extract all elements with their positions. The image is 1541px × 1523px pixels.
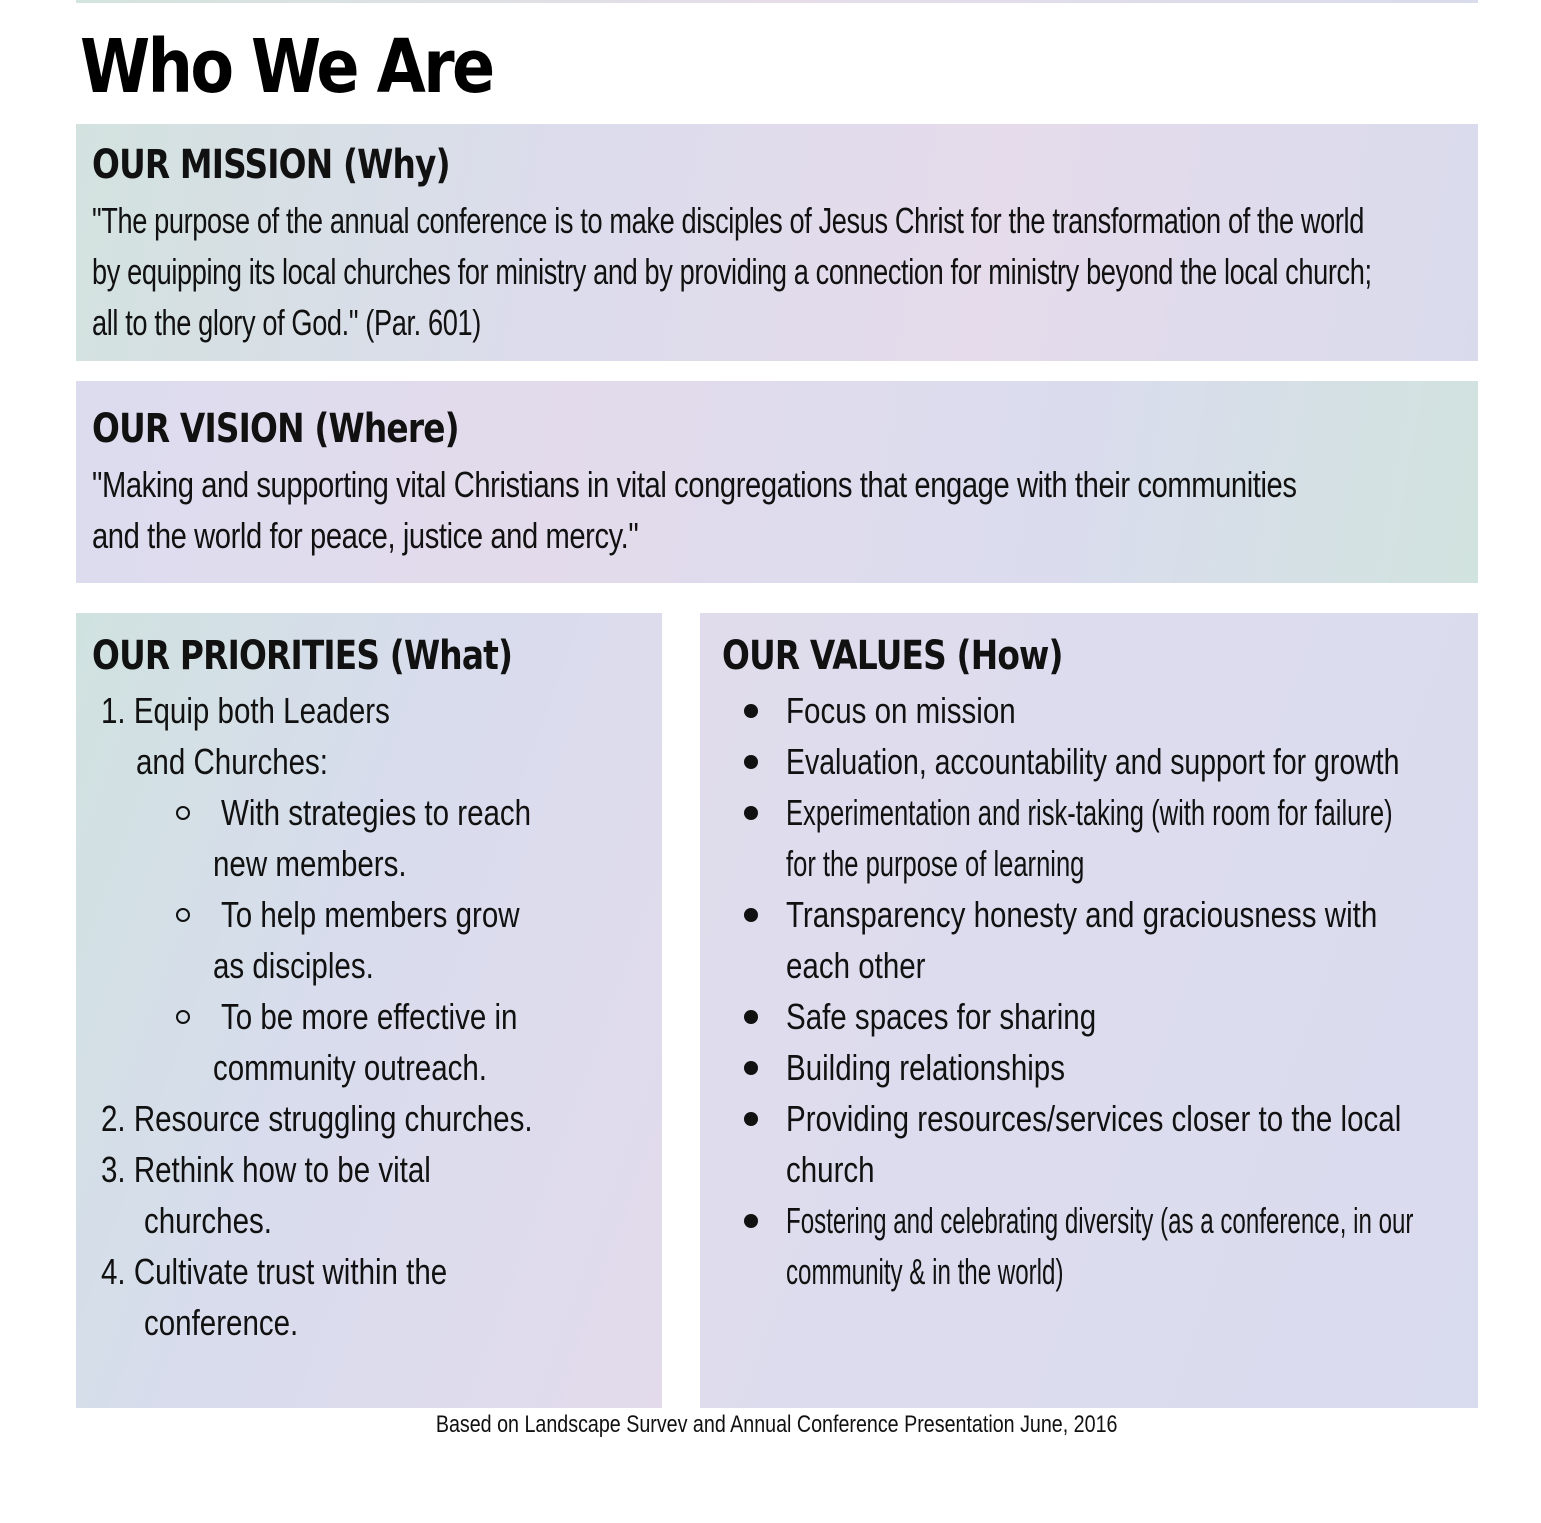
priority-subitem: To help members grow bbox=[221, 894, 520, 935]
mission-line: by equipping its local churches for ministry and by providing a connection for ministry beyond the local church; bbox=[92, 251, 1372, 292]
value-item-continued: community & in the world) bbox=[786, 1251, 1064, 1292]
priorities-heading-label: OUR PRIORITIES bbox=[92, 633, 380, 679]
priorities-heading-qualifier: (What) bbox=[389, 633, 513, 679]
value-item: Focus on mission bbox=[786, 690, 1016, 731]
value-item-continued: for the purpose of learning bbox=[786, 843, 1085, 884]
priorities-panel bbox=[76, 613, 662, 1408]
priority-item-3-continued: churches. bbox=[144, 1200, 272, 1241]
value-item: Experimentation and risk-taking (with room for failure) bbox=[786, 792, 1393, 833]
circle-bullet-icon bbox=[176, 806, 190, 820]
vision-heading-label: OUR VISION bbox=[92, 406, 304, 452]
bullet-dot-icon bbox=[744, 1214, 758, 1228]
value-item-continued: church bbox=[786, 1149, 875, 1190]
mission-panel bbox=[76, 124, 1478, 361]
values-panel bbox=[700, 613, 1478, 1408]
bullet-dot-icon bbox=[744, 806, 758, 820]
top-accent-rule bbox=[76, 0, 1478, 3]
circle-bullet-icon bbox=[176, 1010, 190, 1024]
value-item: Building relationships bbox=[786, 1047, 1065, 1088]
bullet-dot-icon bbox=[744, 704, 758, 718]
mission-line: all to the glory of God." (Par. 601) bbox=[92, 302, 481, 343]
bullet-dot-icon bbox=[744, 755, 758, 769]
priority-item-1: 1. Equip both Leaders bbox=[101, 690, 390, 731]
mission-heading-qualifier: (Why) bbox=[342, 142, 450, 188]
priority-item-2: 2. Resource struggling churches. bbox=[101, 1098, 533, 1139]
value-item: Fostering and celebrating diversity (as a conference, in our bbox=[786, 1200, 1414, 1241]
value-item: Providing resources/services closer to the local bbox=[786, 1098, 1402, 1139]
priority-subitem: To be more effective in bbox=[221, 996, 518, 1037]
priority-item-1-continued: and Churches: bbox=[136, 741, 328, 782]
page-title: Who We Are bbox=[80, 24, 493, 110]
priority-subitem-continued: community outreach. bbox=[213, 1047, 488, 1088]
vision-line: "Making and supporting vital Christians in vital congregations that engage with their communities bbox=[92, 464, 1297, 505]
priorities-heading bbox=[92, 632, 512, 680]
mission-statement bbox=[92, 195, 1372, 348]
vision-statement bbox=[92, 459, 1297, 561]
value-item-continued: each other bbox=[786, 945, 926, 986]
value-item: Safe spaces for sharing bbox=[786, 996, 1097, 1037]
vision-line: and the world for peace, justice and mercy." bbox=[92, 515, 639, 556]
priority-subitem-continued: as disciples. bbox=[213, 945, 374, 986]
mission-heading-label: OUR MISSION bbox=[92, 142, 333, 188]
bullet-dot-icon bbox=[744, 1112, 758, 1126]
priority-item-3: 3. Rethink how to be vital bbox=[101, 1149, 431, 1190]
vision-heading-qualifier: (Where) bbox=[314, 406, 459, 452]
circle-bullet-icon bbox=[176, 908, 190, 922]
bullet-dot-icon bbox=[744, 908, 758, 922]
value-item: Transparency honesty and graciousness with bbox=[786, 894, 1378, 935]
values-heading-label: OUR VALUES bbox=[722, 633, 946, 679]
vision-panel bbox=[76, 381, 1478, 583]
bullet-dot-icon bbox=[744, 1061, 758, 1075]
source-footnote-text: Based on Landscape Survev and Annual Conference Presentation June, 2016 bbox=[435, 1411, 1118, 1438]
priority-item-4: 4. Cultivate trust within the bbox=[101, 1251, 448, 1292]
value-item: Evaluation, accountability and support for growth bbox=[786, 741, 1400, 782]
vision-heading bbox=[92, 405, 459, 453]
source-footnote bbox=[0, 1408, 1541, 1442]
priority-subitem: With strategies to reach bbox=[221, 792, 532, 833]
priority-item-4-continued: conference. bbox=[144, 1302, 299, 1343]
mission-heading bbox=[92, 141, 450, 189]
bullet-dot-icon bbox=[744, 1010, 758, 1024]
values-heading bbox=[722, 632, 1063, 680]
values-heading-qualifier: (How) bbox=[956, 633, 1063, 679]
priority-subitem-continued: new members. bbox=[213, 843, 407, 884]
mission-line: "The purpose of the annual conference is to make disciples of Jesus Christ for the transformation of the world bbox=[92, 200, 1364, 241]
